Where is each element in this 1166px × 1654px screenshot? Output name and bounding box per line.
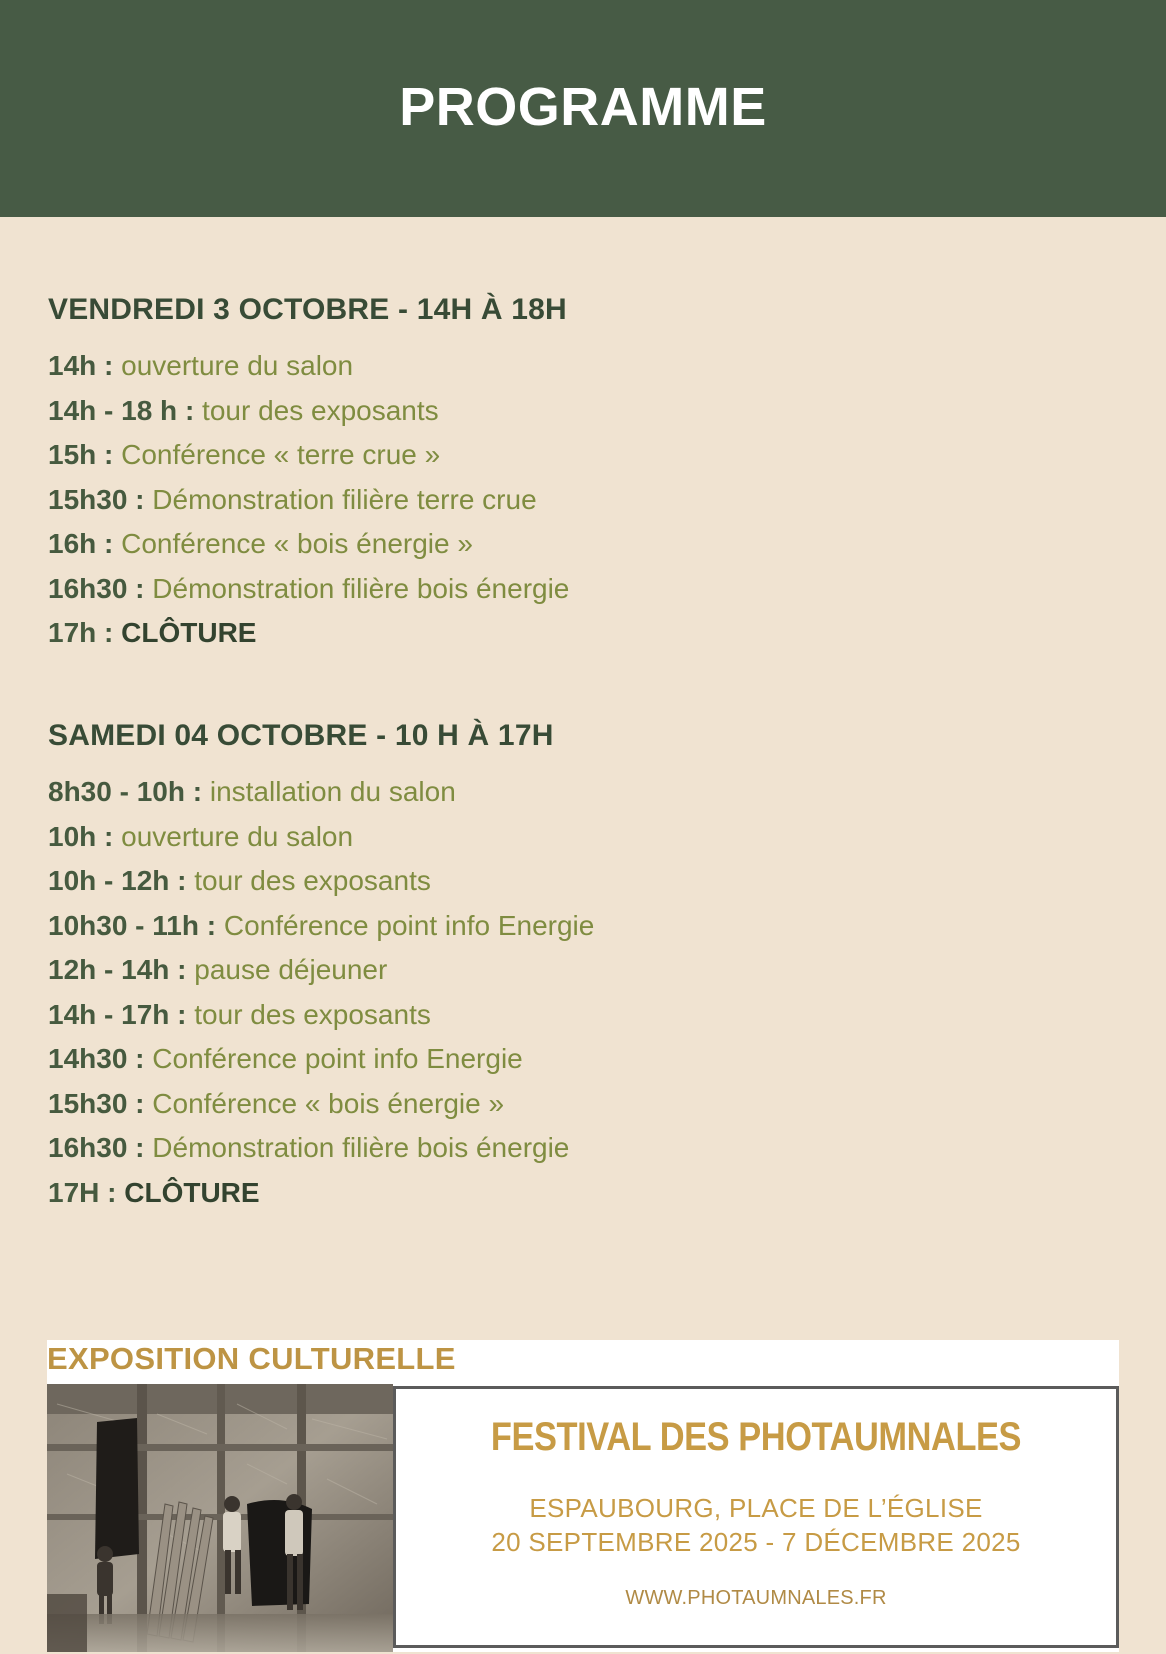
schedule-time: 12h - 14h : <box>48 954 187 985</box>
schedule-desc: installation du salon <box>209 776 456 807</box>
schedule-time: 16h30 : <box>48 572 145 604</box>
archive-photo <box>47 1384 393 1652</box>
schedule-time: 17H : <box>48 1176 117 1208</box>
schedule-item-closing <box>48 611 569 656</box>
schedule-time: 14h - 18 h : <box>48 394 195 426</box>
schedule-list <box>48 770 594 1215</box>
schedule-desc: ouverture du salon <box>121 350 354 381</box>
schedule-time: 15h30 : <box>48 1087 145 1119</box>
schedule-item <box>48 859 594 904</box>
schedule-time: 16h30 : <box>48 1132 145 1163</box>
schedule-time: 14h30 : <box>48 1043 145 1074</box>
schedule-item <box>48 433 569 478</box>
festival-card <box>393 1386 1119 1648</box>
schedule-time: 15h30 : <box>48 483 145 515</box>
schedule-desc: Conférence « bois énergie » <box>121 528 473 559</box>
festival-url: WWW.PHOTAUMNALES.FR <box>625 1587 887 1609</box>
festival-dates: 20 SEPTEMBRE 2025 - 7 DÉCEMBRE 2025 <box>491 1527 1021 1557</box>
schedule-desc: pause déjeuner <box>194 954 388 985</box>
schedule-time: 17h : <box>48 617 114 648</box>
schedule-desc: Conférence « terre crue » <box>121 439 441 470</box>
schedule-desc: CLÔTURE <box>124 1176 260 1208</box>
schedule-desc: ouverture du salon <box>121 820 354 852</box>
schedule-desc: tour des exposants <box>202 394 439 426</box>
festival-place: ESPAUBOURG, PLACE DE L’ÉGLISE <box>529 1493 983 1523</box>
schedule-item <box>48 1037 594 1082</box>
schedule-item <box>48 904 594 949</box>
schedule-time: 10h30 - 11h : <box>48 909 217 941</box>
day-title: SAMEDI 04 OCTOBRE - 10 H À 17H <box>48 719 554 752</box>
schedule-time: 14h - 17h : <box>48 998 187 1030</box>
schedule-item <box>48 389 569 434</box>
schedule-item <box>48 478 569 523</box>
day-friday <box>48 292 569 656</box>
schedule-desc: Conférence point info Energie <box>223 909 595 941</box>
schedule-time: 16h : <box>48 528 114 559</box>
schedule-item <box>48 1126 594 1171</box>
festival-name: FESTIVAL DES PHOTAUMNALES <box>490 1415 1022 1459</box>
schedule-desc: tour des exposants <box>194 865 431 896</box>
schedule-time: 10h - 12h : <box>48 865 187 896</box>
day-saturday <box>48 718 594 1215</box>
schedule-item-closing <box>48 1171 594 1216</box>
schedule-item <box>48 770 594 815</box>
schedule-desc: Conférence point info Energie <box>152 1043 523 1074</box>
schedule-time: 15h : <box>48 439 114 470</box>
schedule-list <box>48 344 569 656</box>
schedule-desc: CLÔTURE <box>121 617 257 648</box>
schedule-item <box>48 993 594 1038</box>
schedule-item <box>48 1082 594 1127</box>
schedule-desc: Démonstration filière bois énergie <box>152 1132 570 1163</box>
schedule-desc: Démonstration filière terre crue <box>152 483 537 515</box>
day-title: VENDREDI 3 OCTOBRE - 14H À 18H <box>48 293 567 326</box>
schedule-time: 10h : <box>48 820 114 852</box>
schedule-desc: Démonstration filière bois énergie <box>152 572 570 604</box>
schedule-item <box>48 567 569 612</box>
schedule-item <box>48 522 569 567</box>
header-banner <box>0 0 1166 217</box>
schedule-item <box>48 948 594 993</box>
exposition-title: EXPOSITION CULTURELLE <box>47 1341 456 1376</box>
schedule-desc: Conférence « bois énergie » <box>152 1087 505 1119</box>
exposition-block <box>47 1340 1119 1652</box>
schedule-desc: tour des exposants <box>194 998 431 1030</box>
schedule-item <box>48 815 594 860</box>
schedule-item <box>48 344 569 389</box>
schedule-time: 14h : <box>48 350 114 381</box>
schedule-time: 8h30 - 10h : <box>48 776 203 807</box>
page-title: PROGRAMME <box>399 77 767 137</box>
